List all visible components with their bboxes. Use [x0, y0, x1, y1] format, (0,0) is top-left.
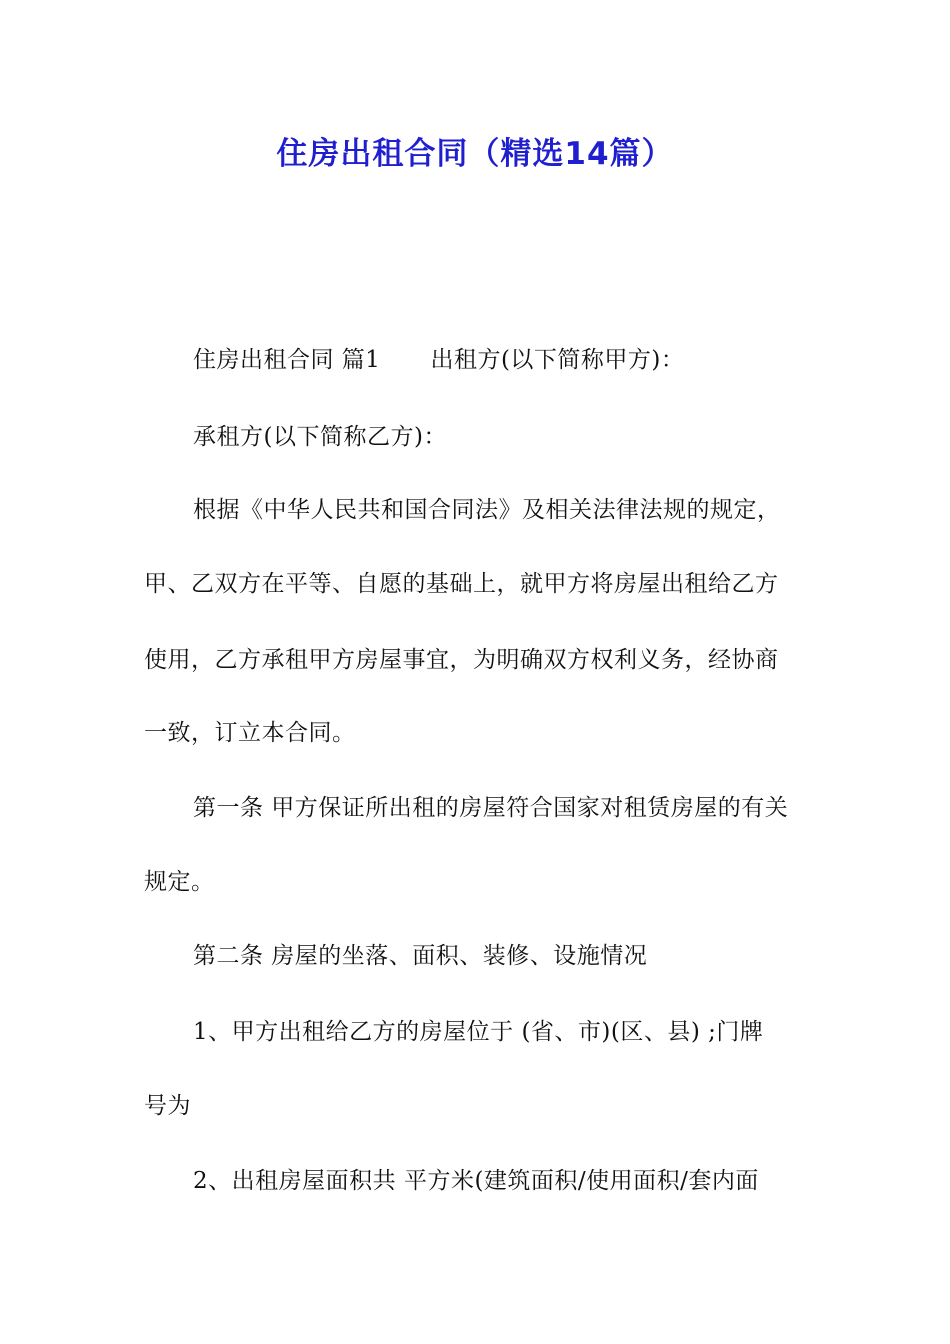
paragraph-line: 2、出租房屋面积共 平方米(建筑面积/使用面积/套内面: [193, 1168, 759, 1194]
paragraph-line: 第一条 甲方保证所出租的房屋符合国家对租赁房屋的有关: [193, 795, 789, 821]
paragraph-line: 使用，乙方承租甲方房屋事宜，为明确双方权利义务，经协商: [144, 647, 779, 673]
document-title: 住房出租合同（精选14篇）: [276, 136, 674, 172]
paragraph-line: 一致，订立本合同。: [144, 720, 356, 746]
section-heading: 住房出租合同 篇1: [193, 347, 381, 373]
paragraph-line: 根据《中华人民共和国合同法》及相关法律法规的规定，: [193, 497, 781, 523]
paragraph-line: 1、甲方出租给乙方的房屋位于 (省、市)(区、县) ;门牌: [193, 1019, 764, 1045]
paragraph-line: 承租方(以下简称乙方)：: [193, 424, 447, 450]
paragraph-line: 号为: [144, 1093, 191, 1119]
paragraph-line: 甲、乙双方在平等、自愿的基础上，就甲方将房屋出租给乙方: [144, 571, 779, 597]
paragraph-line: 第二条 房屋的坐落、面积、装修、设施情况: [193, 943, 648, 969]
lessor-label: 出租方(以下简称甲方)：: [430, 347, 685, 373]
paragraph-line: 规定。: [144, 869, 215, 895]
paragraph-line: [193, 345, 684, 375]
